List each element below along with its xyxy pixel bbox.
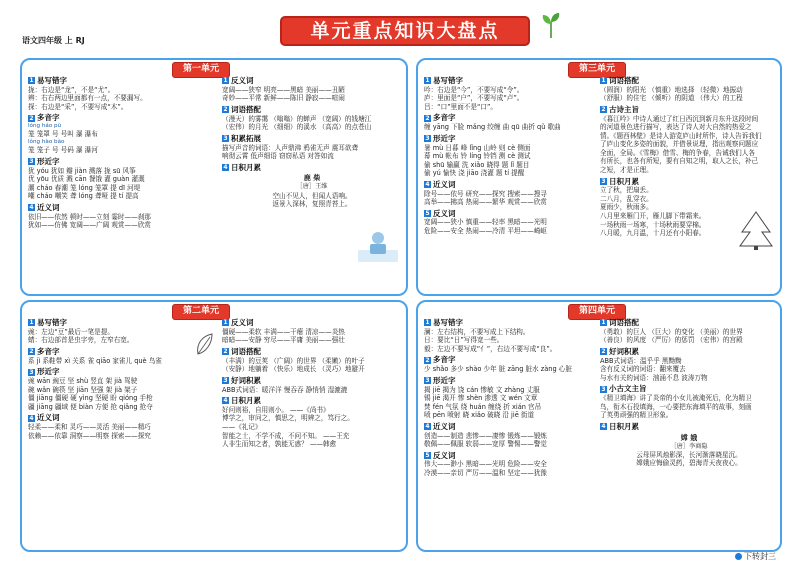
content-line: 蜻：右边部首是虫字旁，左窄右宽。	[28, 336, 134, 345]
heading-marker-icon: 2	[29, 348, 34, 356]
content-line: 除号——依号 研究——探究 搜索——搜寻	[424, 189, 547, 198]
section-heading-text: 积累拓展	[231, 133, 261, 143]
page-footer	[735, 552, 776, 562]
pinyin-line: lóng háo pù	[28, 123, 62, 130]
content-line: 一场秋雨一场寒，十场秋雨要穿棉。	[600, 220, 706, 229]
content-line: 日：要比“日”写得宽一些。	[424, 336, 504, 345]
content-line: 含有反义词的词语：翻来覆去	[600, 365, 686, 374]
poem-title: 嫦 娥	[680, 433, 698, 442]
heading-marker-icon: 1	[29, 319, 34, 327]
content-line: 八月里来雁门开，雁儿脚下带霜来。	[600, 212, 706, 220]
heading-marker-icon: 1	[29, 77, 34, 85]
section-heading	[424, 209, 594, 219]
content-line: 高举——拂高 热闹——繁华 观赏——欣赏	[424, 198, 547, 207]
heading-marker-icon: 2	[601, 348, 606, 356]
content-line: 了英勇顽强的精卫形象。	[600, 411, 673, 420]
content-line: 偷 yú 愉快 浇 jiāo 浇灌 题 tí 提醒	[424, 169, 525, 178]
content-line: 喷 pēn 喷射 晓 xiǎo 破晓 沿 jiē 街道	[424, 411, 535, 420]
poem-line: 云母屏风烛影深，长河渐落晓星沉。	[636, 450, 742, 459]
unit-4-panel	[416, 300, 782, 552]
content-line: 全面，全局。《雪梅》借雪、梅的争春，告诫我们人各	[600, 148, 755, 157]
section-heading	[600, 105, 778, 115]
heading-marker-icon: 1	[425, 319, 430, 327]
content-line: 豌 wān 豌豆 坚 shù 竖直 架 jià 驾驶	[28, 376, 138, 385]
content-line: ABB式词语：温乎乎 黑黝黝	[600, 356, 682, 365]
content-line: 庐：里面是“户”，不要写成“卢”。	[424, 94, 524, 103]
content-line: 辨：右右两边里面都有一点，不要漏写。	[28, 94, 147, 103]
heading-marker-icon: 4	[223, 397, 228, 405]
content-line: 宽阔——狭小 慎重——轻率 黑暗——光明	[424, 218, 547, 227]
unit-1-panel	[20, 58, 408, 296]
heading-marker-icon: 2	[223, 106, 228, 114]
content-line: 优 yōu 优质 溅 cān 餐饿 灌 guàn 灌溉	[28, 175, 145, 184]
section-heading	[28, 203, 213, 213]
footer-arrow-icon	[735, 553, 742, 560]
content-line: 幕 mù 帐布 铃 líng 铃铛 测 cè 测试	[424, 152, 531, 161]
poem-author: ［唐］李商隐	[670, 442, 708, 450]
content-line: 创造——制造 悲惨——凄惨 锻炼——锻炼	[424, 431, 547, 440]
content-line: 《精卫填海》讲了炎帝的小女儿被淹死后，化为精卫	[600, 394, 752, 403]
heading-marker-icon: 3	[223, 377, 228, 385]
sprout-icon	[540, 12, 562, 38]
section-heading-text: 形近字	[433, 375, 456, 385]
content-line: 揭 jiē 揭为 饶 cán 惨敏 文 zhàng 丈服	[424, 385, 540, 394]
section-heading	[222, 376, 402, 386]
content-line: 偷 shū 输赢 洗 xiǎo 晓得 题 lǐ 题目	[424, 160, 530, 169]
section-heading	[222, 105, 402, 115]
section-heading-text: 反义词	[231, 76, 254, 85]
content-line: 危险——安全 热闹——冷清 平坦——崎岖	[424, 226, 547, 235]
content-line: ABB式词语：暖洋洋 慢吞吞 静悄悄 湿漉漉	[222, 385, 348, 394]
heading-marker-icon: 2	[425, 114, 430, 122]
section-heading	[600, 177, 778, 187]
section-heading-text: 近义词	[37, 202, 60, 212]
content-line: 了庐山变化多姿的面貌，并借景说理，指出观察问题应	[600, 140, 759, 149]
section-heading-text: 反义词	[433, 208, 456, 218]
heading-marker-icon: 1	[601, 77, 606, 85]
heading-marker-icon: 1	[223, 77, 228, 85]
heading-marker-icon: 2	[601, 106, 606, 114]
content-line: 伟大——渺小 黑暗——光明 危险——安全	[424, 460, 547, 469]
section-heading-text: 多音字	[433, 355, 456, 365]
content-line: 情。《题西林壁》是诗人游览庐山时所作，诗人告诉我们	[600, 131, 762, 140]
content-line: 之短，才是正理。	[600, 166, 653, 174]
content-line: 笼 笼子 号 号码 瀑 瀑河	[28, 146, 98, 155]
section-heading	[600, 384, 778, 394]
section-heading	[424, 451, 594, 461]
section-heading	[28, 413, 213, 423]
content-line: 二八月，乱穿衣。	[600, 194, 653, 203]
heading-marker-icon: 4	[425, 181, 430, 189]
section-heading-text: 形近字	[37, 156, 60, 166]
section-heading-text: 易写错字	[37, 318, 67, 327]
unit-title: 第二单元	[172, 304, 230, 320]
poem-author: ［唐］王维	[296, 183, 328, 191]
unit-title: 第一单元	[172, 62, 230, 78]
heading-marker-icon: 2	[223, 348, 228, 356]
content-line: （圆润）的阳光 （慎重）地选择 （轻微）地振动	[600, 85, 743, 94]
content-line: 豌：左边“豆”最后一笔是提。	[28, 327, 114, 336]
content-line: 嘲 cháo 嘲笑 聋 lóng 聋哑 提 tí 提高	[28, 192, 139, 201]
unit-3-panel	[416, 58, 782, 296]
heading-marker-icon: 5	[425, 210, 430, 217]
section-heading	[600, 76, 778, 86]
section-heading-text: 日积月累	[609, 176, 639, 186]
content-line: 的河道景色进行描写，表达了诗人对大自然的热爱之	[600, 123, 752, 132]
section-heading-text: 形近字	[37, 367, 60, 377]
content-line: 立了秋，把扇丢。	[600, 186, 653, 195]
content-line: 僵 jiāng 僵硬 硬 yìng 坚硬 盼 qióng 手枪	[28, 394, 153, 403]
unit-2-panel	[20, 300, 408, 552]
section-heading-text: 好词积累	[231, 375, 261, 385]
content-line: 暑 mù 日暮 峰 lǐng 山岭 则 cè 侧面	[424, 143, 531, 152]
pine-tree-icon	[736, 210, 776, 250]
section-heading-text: 易写错字	[433, 76, 463, 85]
heading-marker-icon: 1	[601, 319, 606, 327]
content-line: 疆 jiāng 疆域 便 biàn 方便 抢 qiǎng 抢夺	[28, 402, 153, 411]
heading-marker-icon: 4	[223, 164, 228, 171]
section-heading-text: 多音字	[433, 113, 456, 123]
heading-marker-icon: 5	[425, 452, 430, 459]
heading-marker-icon: 2	[425, 356, 430, 364]
section-heading-text: 易写错字	[433, 318, 463, 327]
section-heading	[600, 318, 778, 328]
content-line: 吕：“口”里面不是“口”。	[424, 102, 498, 111]
poem-title: 鹿 柴	[303, 174, 321, 183]
content-line: 探：右边是“采”，不要写成“木”。	[28, 102, 128, 111]
section-heading	[28, 157, 213, 167]
content-line: 好问则裕，自用则小。 ——《尚书》	[222, 405, 330, 414]
section-heading	[600, 347, 778, 357]
poem-line: 返景入深林，复照青苔上。	[272, 200, 352, 209]
content-line: 依旧——依然 顿时——立刻 霎时——刹那	[28, 212, 151, 221]
content-line: （漫天）的雾霭 （嗡嗡）的蝉声 （宽阔）的钱塘江	[222, 114, 372, 123]
section-heading	[424, 318, 594, 328]
content-line: 响彻云霄 低声细语 窃窃私语 对答如流	[222, 152, 334, 161]
heading-marker-icon: 3	[601, 177, 606, 185]
content-line: 锡 jiē 渴开 惨 shèn 渗透 文 wén 文章	[424, 394, 538, 403]
section-heading-text: 易写错字	[37, 76, 67, 85]
content-line: 少 shǎo 多少 shào 少年 脏 zāng 脏水 zàng 心脏	[424, 365, 572, 374]
section-heading-text: 日积月累	[231, 396, 261, 406]
content-line: 人非生而知之者，孰能无惑？ ——韩愈	[222, 440, 337, 449]
section-heading	[28, 113, 213, 123]
content-line: 笼 笼罩 号 号叫 瀑 瀑布	[28, 130, 98, 139]
section-heading-text: 小古文主旨	[609, 384, 647, 394]
unit-title: 第三单元	[568, 62, 626, 78]
content-line: 缠 yāng 下脸 mǎng 绞缠 曲 qū 曲折 qǔ 歌曲	[424, 123, 561, 132]
content-line: （善良）的风度 （严厉）的惩罚 （宏伟）的宫殿	[600, 336, 743, 345]
section-heading-text: 词语搭配	[231, 346, 261, 356]
section-heading	[28, 318, 213, 328]
section-heading-text: 近义词	[433, 179, 456, 189]
content-line: 夏雨少，秋雨多。	[600, 203, 653, 212]
heading-marker-icon: 3	[223, 135, 228, 143]
heading-marker-icon: 4	[29, 204, 34, 212]
content-line: 犹 yóu 犹如 瓣 jiàn 溅落 拢 sū 风筝	[28, 166, 136, 175]
page-title: 单元重点知识大盘点	[310, 19, 500, 42]
content-line: 碗 wǎn 碗筷 坚 jiān 坚强 架 jià 架子	[28, 385, 138, 394]
heading-marker-icon: 3	[601, 385, 606, 393]
content-line: 澜：左右结构，不要写成上下结构。	[424, 327, 530, 336]
unit-3-right-column	[600, 74, 778, 290]
content-line: 描写声音的词语：人声鼎沸 鸦雀无声 震耳欲聋	[222, 143, 359, 152]
poem-line: 嫦娥应悔偷灵药，碧海青天夜夜心。	[636, 459, 742, 468]
section-heading	[424, 113, 594, 123]
section-heading-text: 日积月累	[231, 162, 261, 172]
unit-4-right-column	[600, 316, 778, 546]
section-heading-text: 近义词	[433, 421, 456, 431]
unit-4-left-column	[424, 316, 594, 546]
pinyin-line: lǒng hào bào	[28, 139, 65, 146]
section-heading	[600, 422, 778, 432]
content-line: 有所长，也各有所短，要有自知之明，取人之长，补己	[600, 157, 759, 166]
content-line: 与水有关的词语：汹涌不息 波涛万物	[600, 373, 708, 382]
leaf-icon	[194, 332, 214, 356]
section-heading-text: 多音字	[37, 346, 60, 356]
section-heading-text: 词语搭配	[231, 104, 261, 114]
content-line: 吟：右边是“今”，不要写成“令”。	[424, 85, 524, 94]
heading-marker-icon: 3	[425, 135, 430, 143]
section-heading	[424, 180, 594, 190]
book-label: 语文四年级 上 RJ	[22, 36, 85, 45]
content-line: 暗暗——安静 穷尽——平庸 美丽——强壮	[222, 336, 345, 345]
heading-marker-icon: 4	[601, 423, 606, 431]
content-line: 毅：左边不要写成“亻”，右边不要写成“良”。	[424, 344, 557, 353]
content-line: 焚 fén 气氛 绕 huán 缠绕 折 xián 官吊	[424, 402, 542, 411]
content-line: 博学之，审问之，慎思之，明辨之，笃行之。	[222, 414, 354, 423]
section-heading	[222, 134, 402, 144]
section-heading-text: 形近字	[433, 133, 456, 143]
content-line: （勇敢）的巨人 （巨大）的变化 （美丽）的世界	[600, 327, 743, 336]
unit-1-left-column	[28, 74, 213, 290]
section-heading-text: 日积月累	[609, 421, 639, 431]
section-heading	[222, 318, 402, 328]
heading-marker-icon: 1	[425, 77, 430, 85]
content-line: （丰满）的豆荚 （广阔）的世界 （柔嫩）的叶子	[222, 356, 365, 365]
content-line: 系 jì 系鞋带 xì 关系 雀 qiāo 家雀儿 què 鸟雀	[28, 356, 162, 365]
section-heading	[424, 355, 594, 365]
heading-marker-icon: 4	[29, 414, 34, 422]
heading-marker-icon: 2	[29, 114, 34, 122]
section-heading-text: 多音字	[37, 113, 60, 123]
heading-marker-icon: 4	[425, 423, 430, 431]
section-heading-text: 词语搭配	[609, 318, 639, 327]
reading-child-icon	[356, 228, 400, 264]
section-heading	[424, 134, 594, 144]
footer-text: 下转封三	[744, 551, 776, 561]
heading-marker-icon: 3	[29, 158, 34, 166]
section-heading-text: 词语搭配	[609, 76, 639, 85]
content-line: 依赖——依靠 洞察——明察 探索——探究	[28, 431, 151, 440]
content-line: 《暮江吟》中诗人通过了红日西沉到新月东升这段时间	[600, 114, 759, 123]
section-heading-text: 反义词	[433, 450, 456, 460]
section-heading	[222, 163, 402, 173]
heading-marker-icon: 1	[223, 319, 228, 327]
unit-3-left-column	[424, 74, 594, 290]
content-line: 拢：右边是“龙”，不是“尤”。	[28, 85, 115, 94]
section-heading	[222, 76, 402, 86]
content-line: 潮 cháo 春潮 笼 lóng 笼罩 提 dī 河堤	[28, 183, 141, 192]
content-line: ——《礼记》	[222, 422, 262, 431]
content-line: 轻柔——柔和 灵巧——灵活 美丽——精巧	[28, 422, 151, 431]
section-heading	[222, 347, 402, 357]
unit-2-right-column	[222, 316, 402, 546]
content-line: 冷漠——亲切 严厉——温和 坚定——犹豫	[424, 468, 547, 477]
content-line: 宽阔——狭窄 明亮——黑暗 美丽——丑陋	[222, 85, 345, 94]
section-heading	[222, 396, 402, 406]
section-heading	[424, 422, 594, 432]
content-line: 智能之士，不学不成，不问不知。 ——王充	[222, 431, 350, 440]
section-heading	[28, 76, 213, 86]
section-heading	[424, 76, 594, 86]
content-line: （安静）地躺着 （快乐）地成长 （灵巧）地避开	[222, 365, 365, 374]
content-line: 犹如——仿佛 宽阔——广阔 观赏——欣赏	[28, 221, 151, 230]
section-heading	[424, 376, 594, 386]
section-heading	[28, 367, 213, 377]
section-heading-text: 好词积累	[609, 346, 639, 356]
content-line: 八月暖，九月温，十月还有小阳春。	[600, 229, 706, 238]
section-heading	[28, 347, 213, 357]
unit-title: 第四单元	[568, 304, 626, 320]
heading-marker-icon: 3	[425, 377, 430, 385]
unit-2-left-column	[28, 316, 213, 546]
heading-marker-icon: 3	[29, 368, 34, 376]
content-line: （宏伟）的月光 （细细）的溪水 （高高）的点苍山	[222, 123, 372, 132]
poem-line: 空山不见人，但闻人语响。	[272, 191, 352, 200]
section-heading-text: 近义词	[37, 413, 60, 423]
section-heading-text: 反义词	[231, 318, 254, 327]
content-line: 僵硬——柔软 丰满——干瘪 清凉——炎热	[222, 327, 345, 336]
page-title-banner	[280, 16, 530, 46]
content-line: 奇妙——平常 新鲜——陈旧 静寂——喧闹	[222, 94, 345, 103]
content-line: 敬佩——佩服 软弱——宽厚 警惕——警觉	[424, 440, 547, 449]
content-line: （舒服）的住宅 （倾听）的阴道 （伟大）的工程	[600, 94, 743, 103]
section-heading-text: 古诗主旨	[609, 104, 639, 114]
content-line: 鸟，衔木石投填海，一心要把东海填平的故事，刻画	[600, 402, 752, 411]
